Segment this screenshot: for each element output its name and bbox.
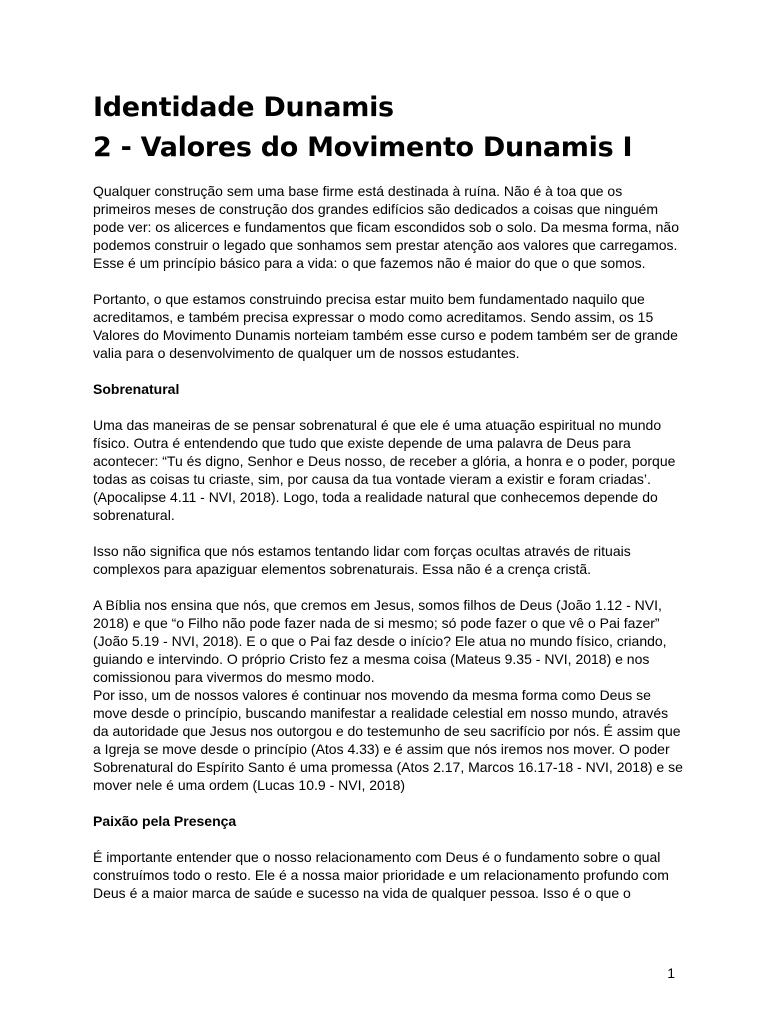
title-line-1: Identidade Dunamis xyxy=(93,92,394,123)
intro-paragraph: Portanto, o que estamos construindo precisa estar muito bem fundamentado naquilo que acreditamos, e também precisa expressar o modo como acreditamos. Sendo assim, os 15 Valores do Movimento Dunamis norteiam também esse curso e podem também ser de grande valia para o desenvolvimento de qualquer um de nossos estudantes. xyxy=(93,291,678,361)
document-title xyxy=(93,88,683,168)
body-paragraph: A Bíblia nos ensina que nós, que cremos em Jesus, somos filhos de Deus (João 1.12 - NVI, 2018) e que “o Filho não pode fazer nada de si mesmo; só pode fazer o que vê o Pai fazer” (João 5.19 - NVI, 2018). E o que o Pai faz desde o início? Ele atua no mundo físico, criando, guiando e intervindo. O próprio Cristo fez a mesma coisa (Mateus 9.35 - NVI, 2018) e nos comissionou para vivermos do mesmo modo. xyxy=(93,597,667,685)
title-line-2: 2 - Valores do Movimento Dunamis I xyxy=(93,132,633,163)
section-heading-paixao-pela-presenca: Paixão pela Presença xyxy=(93,813,237,829)
intro-paragraph: Qualquer construção sem uma base firme está destinada à ruína. Não é à toa que os primeiros meses de construção dos grandes edifícios são dedicados a coisas que ninguém pode ver: os alicerces e fundamentos que ficam escondidos sob o solo. Da mesma forma, não podemos construir o legado que sonhamos sem prestar atenção aos valores que carregamos. Esse é um princípio básico para a vida: o que fazemos não é maior do que o que somos. xyxy=(93,183,679,271)
body-paragraph: Isso não significa que nós estamos tentando lidar com forças ocultas através de rituais complexos para apaziguar elementos sobrenaturais. Essa não é a crença cristã. xyxy=(93,543,631,577)
body-paragraph: Uma das maneiras de se pensar sobrenatural é que ele é uma atuação espiritual no mundo físico. Outra é entendendo que tudo que existe depende de uma palavra de Deus para acontecer: “Tu és digno, Senhor e Deus nosso, de receber a glória, a honra e o poder, porque todas as coisas tu criaste, sim, por causa da tua vontade vieram a existir e foram criadas’. (Apocalipse 4.11 - NVI, 2018). Logo, toda a realidade natural que conhecemos depende do sobrenatural. xyxy=(93,417,676,523)
page-number: 1 xyxy=(667,965,675,981)
body-paragraph: Por isso, um de nossos valores é continuar nos movendo da mesma forma como Deus se move desde o princípio, buscando manifestar a realidade celestial em nosso mundo, através da autoridade que Jesus nos outorgou e do testemunho de seu sacrifício por nós. É assim que a Igreja se move desde o princípio (Atos 4.33) e é assim que nós iremos nos mover. O poder Sobrenatural do Espírito Santo é uma promessa (Atos 2.17, Marcos 16.17-18 - NVI, 2018) e se mover nele é uma ordem (Lucas 10.9 - NVI, 2018) xyxy=(93,687,683,793)
section-heading-sobrenatural: Sobrenatural xyxy=(93,381,180,397)
body-paragraph: É importante entender que o nosso relacionamento com Deus é o fundamento sobre o qual construímos todo o resto. Ele é a nossa maior prioridade e um relacionamento profundo com Deus é a maior marca de saúde e sucesso na vida de qualquer pessoa. Isso é o que o xyxy=(93,849,669,901)
document-page xyxy=(93,88,683,920)
